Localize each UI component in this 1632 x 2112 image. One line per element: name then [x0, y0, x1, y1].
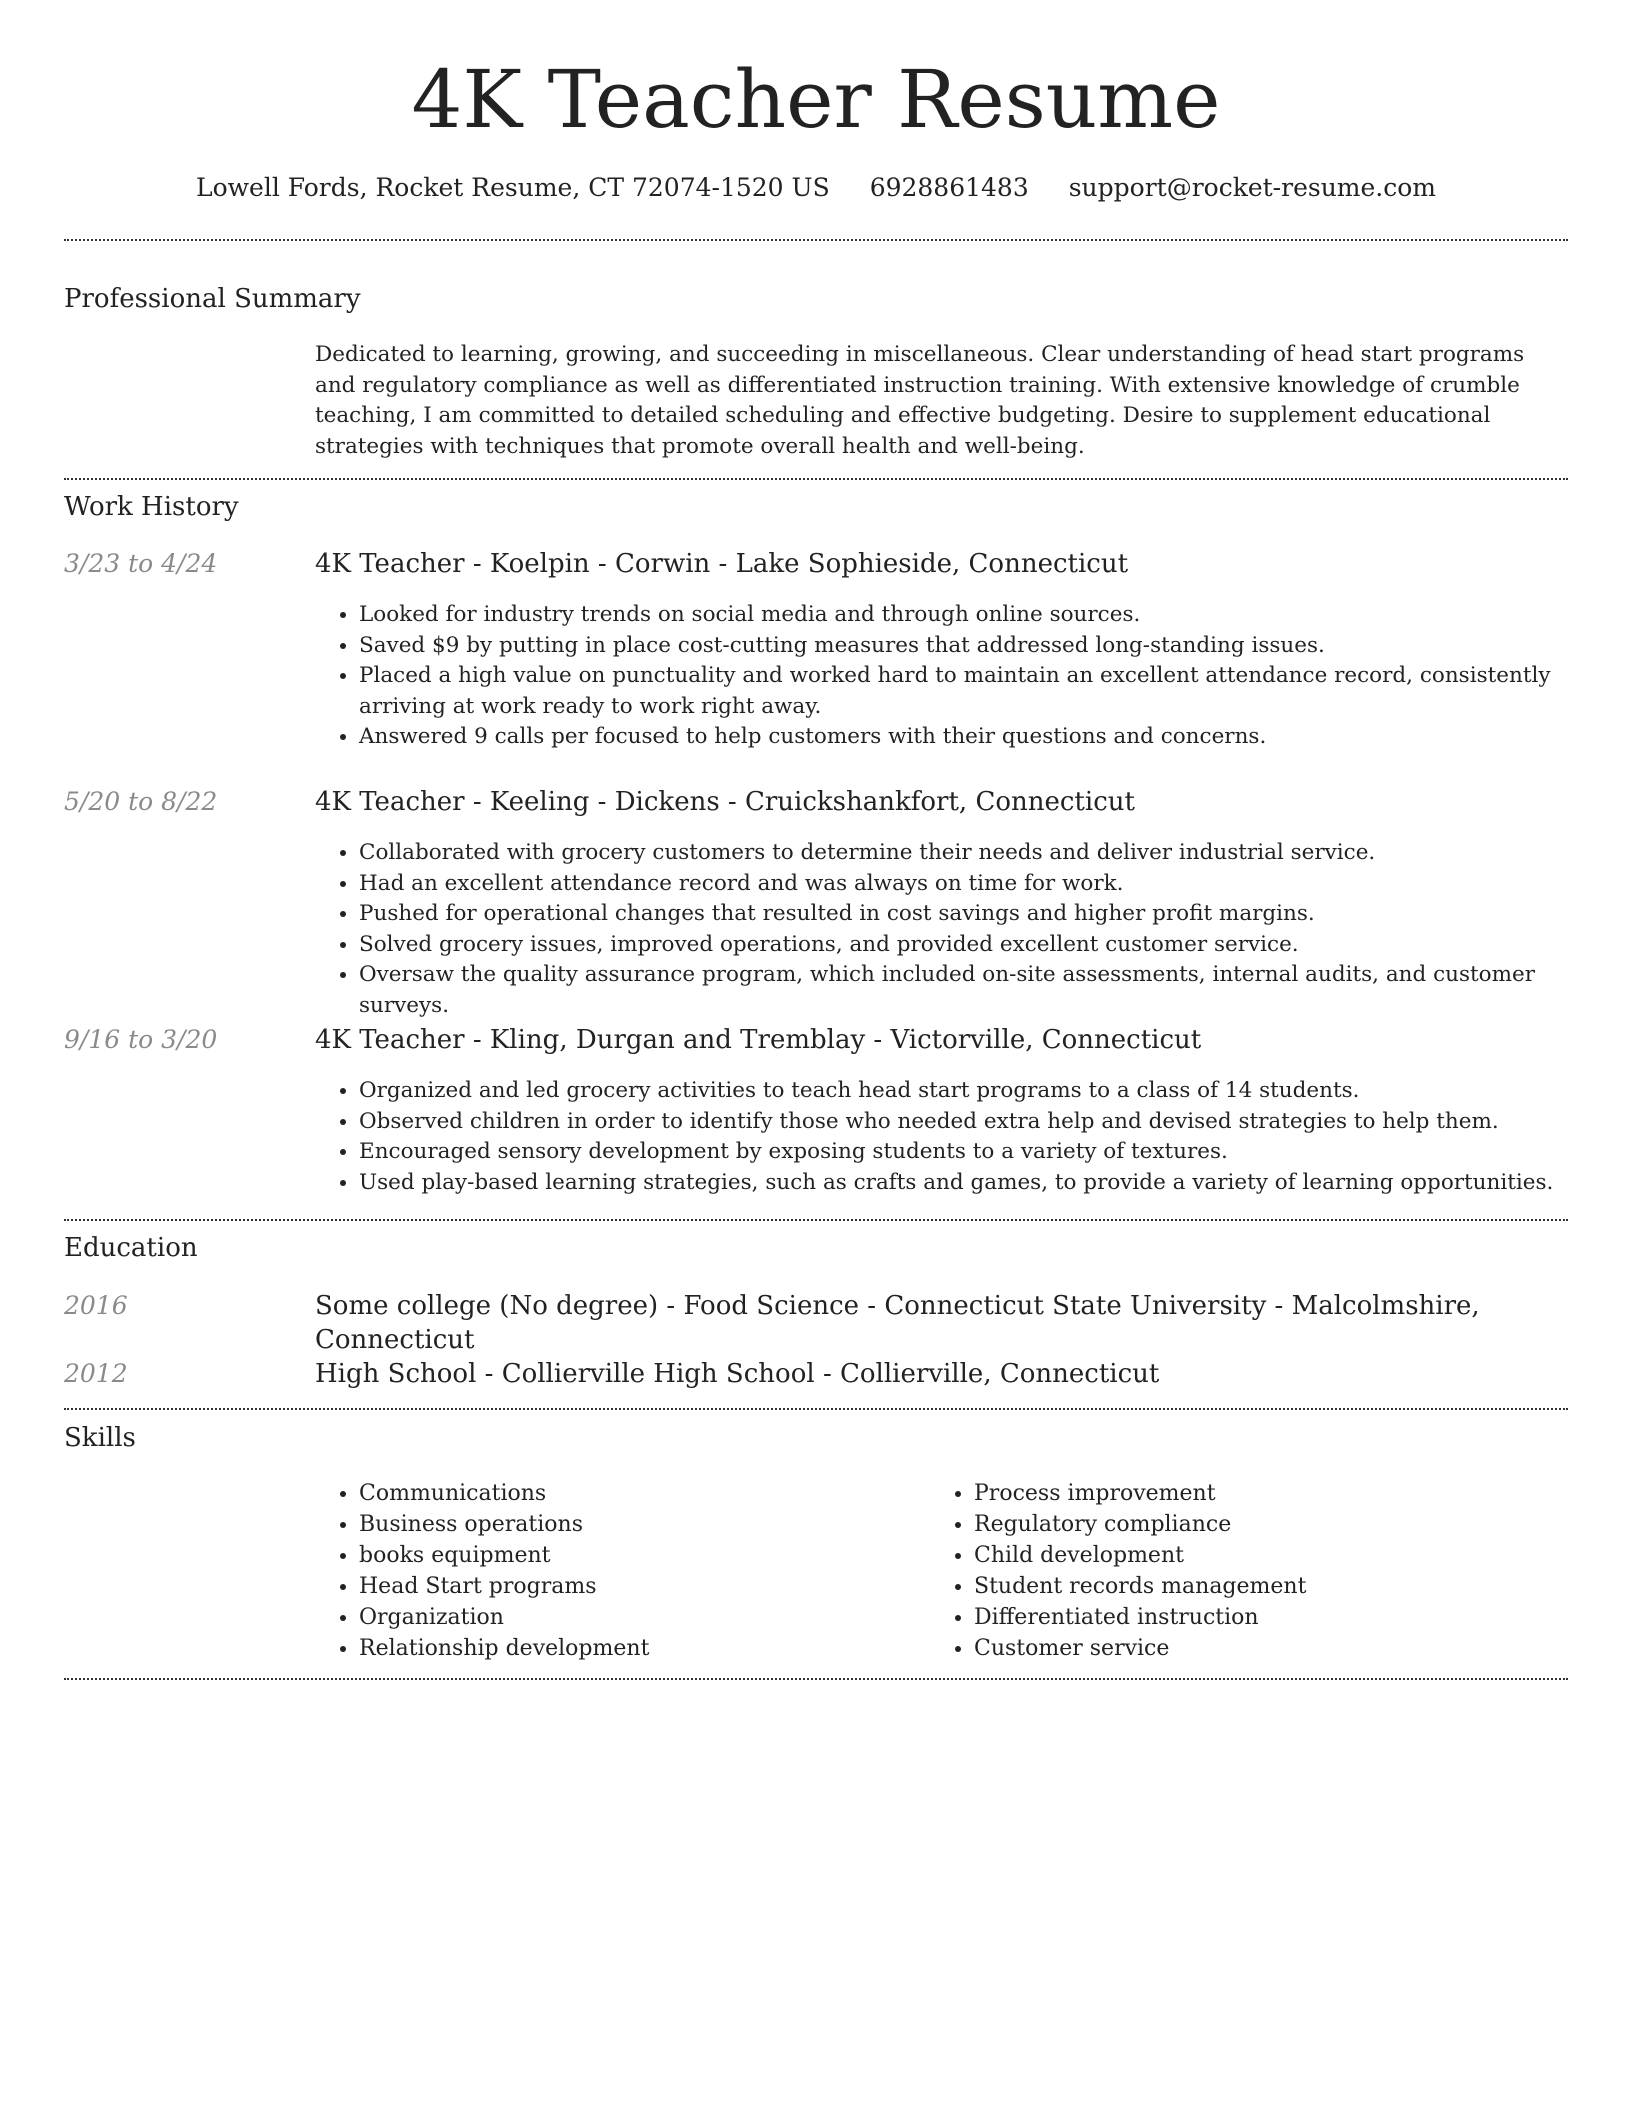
- skill-item: • Student records management: [974, 1571, 1530, 1602]
- summary-text: Dedicated to learning, growing, and succeeding in miscellaneous. Clear understanding of head start programs and regulatory compliance as well as differentiated instruction training. With extensive knowledge of crumble teaching, I am committed to detailed scheduling and effective budgeting. Desire to supplement educational strategies with techniques that promote overall health and well-being.: [315, 342, 1525, 459]
- contact-address: Lowell Fords, Rocket Resume, CT 72074-1520 US: [195, 173, 830, 202]
- section-title-education: Education: [64, 1233, 198, 1263]
- contact-phone: 6928861483: [869, 173, 1029, 202]
- divider: [64, 1408, 1568, 1410]
- skill-item: • Head Start programs: [359, 1571, 915, 1602]
- section-title-work: Work History: [64, 492, 239, 522]
- list-item: • Looked for industry trends on social media and through online sources.: [359, 600, 1560, 631]
- contact-line: [0, 170, 1632, 206]
- skill-item: • Customer service: [974, 1633, 1530, 1664]
- job-title: 4K Teacher - Keeling - Dickens - Cruickshankfort, Connecticut: [315, 787, 1135, 817]
- skill-item: • Organization: [359, 1602, 915, 1633]
- list-item: • Solved grocery issues, improved operations, and provided excellent customer service.: [359, 930, 1560, 961]
- job-dates: 9/16 to 3/20: [64, 1025, 218, 1054]
- divider: [64, 1678, 1568, 1680]
- contact-email: support@rocket-resume.com: [1068, 173, 1437, 202]
- skill-item: • Business operations: [359, 1509, 915, 1540]
- education-year: 2016: [64, 1291, 128, 1320]
- education-year: 2012: [64, 1359, 128, 1388]
- section-title-skills: Skills: [64, 1423, 136, 1453]
- list-item: • Saved $9 by putting in place cost-cutting measures that addressed long-standing issues.: [359, 631, 1560, 662]
- section-title-summary: Professional Summary: [64, 284, 361, 314]
- job-dates: 5/20 to 8/22: [64, 787, 218, 816]
- list-item: • Collaborated with grocery customers to determine their needs and deliver industrial service.: [359, 838, 1560, 869]
- skill-item: • Differentiated instruction: [974, 1602, 1530, 1633]
- list-item: • Organized and led grocery activities to teach head start programs to a class of 14 students.: [359, 1076, 1560, 1107]
- job-dates: 3/23 to 4/24: [64, 549, 218, 578]
- skill-item: • Regulatory compliance: [974, 1509, 1530, 1540]
- skill-item: • Child development: [974, 1540, 1530, 1571]
- education-entry: High School - Collierville High School - Collierville, Connecticut: [315, 1359, 1160, 1389]
- education-entry: Some college (No degree) - Food Science - Connecticut State University - Malcolmshire, Connecticut: [315, 1291, 1480, 1355]
- list-item: • Used play-based learning strategies, such as crafts and games, to provide a variety of learning opportunities.: [359, 1168, 1560, 1199]
- divider: [64, 239, 1568, 241]
- list-item: • Oversaw the quality assurance program, which included on-site assessments, internal audits, and customer surveys.: [359, 960, 1560, 1021]
- list-item: • Pushed for operational changes that resulted in cost savings and higher profit margins.: [359, 899, 1560, 930]
- job-title: 4K Teacher - Koelpin - Corwin - Lake Sophieside, Connecticut: [315, 549, 1129, 579]
- list-item: • Answered 9 calls per focused to help customers with their questions and concerns.: [359, 722, 1560, 753]
- list-item: • Observed children in order to identify those who needed extra help and devised strategies to help them.: [359, 1107, 1560, 1138]
- skill-item: • Process improvement: [974, 1478, 1530, 1509]
- job-bullets: [315, 600, 1560, 753]
- job-bullets: [315, 1076, 1560, 1198]
- skill-item: • Relationship development: [359, 1633, 915, 1664]
- divider: [64, 478, 1568, 480]
- job-title: 4K Teacher - Kling, Durgan and Tremblay - Victorville, Connecticut: [315, 1025, 1202, 1055]
- job-bullets: [315, 838, 1560, 1021]
- list-item: • Encouraged sensory development by exposing students to a variety of textures.: [359, 1137, 1560, 1168]
- skills-list-left: [315, 1478, 915, 1664]
- list-item: • Placed a high value on punctuality and worked hard to maintain an excellent attendance record, consistently arriving at work ready to work right away.: [359, 661, 1560, 722]
- skills-list-right: [930, 1478, 1530, 1664]
- page-title: 4K Teacher Resume: [411, 53, 1221, 146]
- divider: [64, 1219, 1568, 1221]
- skill-item: • books equipment: [359, 1540, 915, 1571]
- list-item: • Had an excellent attendance record and was always on time for work.: [359, 869, 1560, 900]
- skill-item: • Communications: [359, 1478, 915, 1509]
